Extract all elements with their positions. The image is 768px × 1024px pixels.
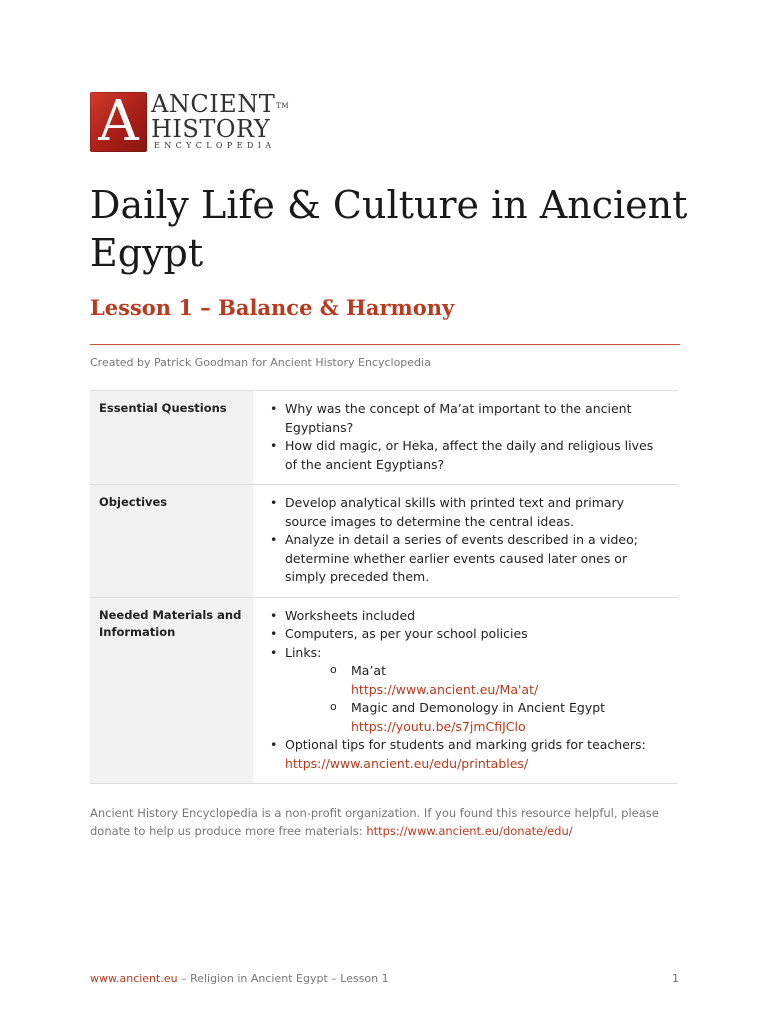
footer-text: – Religion in Ancient Egypt – Lesson 1 bbox=[177, 972, 389, 985]
table-row-objectives bbox=[90, 485, 678, 598]
page-number: 1 bbox=[672, 972, 679, 985]
link-magic-demonology-video[interactable]: https://youtu.be/s7jmCfiJClo bbox=[351, 718, 526, 734]
row-content-essential-questions bbox=[253, 391, 678, 484]
logo-badge bbox=[90, 89, 147, 154]
objectives-list bbox=[267, 494, 666, 587]
trademark-mark: TM bbox=[276, 102, 290, 110]
nonprofit-note-text: Ancient History Encyclopedia is a non-profit organization. If you found this resource helpful, please donate to help us produce more free materials: bbox=[90, 806, 659, 838]
list-item: • Why was the concept of Ma’at important to the ancient Egyptians? bbox=[267, 400, 666, 437]
donate-link[interactable]: https://www.ancient.eu/donate/edu/ bbox=[366, 824, 573, 838]
page-footer bbox=[90, 971, 389, 987]
list-item-links bbox=[267, 644, 666, 737]
footer-site-link[interactable]: www.ancient.eu bbox=[90, 972, 178, 985]
list-item-optional-tips bbox=[267, 736, 666, 773]
link-title-magic-demonology: Magic and Demonology in Ancient Egypt bbox=[351, 700, 606, 715]
essential-questions-list bbox=[267, 400, 666, 474]
row-label-essential-questions: Essential Questions bbox=[90, 391, 253, 484]
logo-line-encyclopedia: ENCYCLOPEDIA bbox=[154, 141, 276, 150]
list-item: • Develop analytical skills with printed text and primary source images to determine the central ideas. bbox=[267, 494, 666, 531]
materials-list bbox=[267, 607, 666, 774]
list-item: • Computers, as per your school policies bbox=[267, 625, 666, 644]
sublist-item-magic-demonology bbox=[330, 699, 666, 736]
row-label-materials: Needed Materials and Information bbox=[90, 598, 253, 784]
link-maat[interactable]: https://www.ancient.eu/Ma'at/ bbox=[351, 681, 539, 697]
author-credit: Created by Patrick Goodman for Ancient History Encyclopedia bbox=[90, 356, 431, 369]
sub-bullet: o bbox=[330, 700, 337, 713]
link-printables[interactable]: https://www.ancient.eu/edu/printables/ bbox=[285, 755, 529, 771]
list-item: • How did magic, or Heka, affect the daily and religious lives of the ancient Egyptians? bbox=[267, 437, 666, 474]
optional-tips-text: Optional tips for students and marking grids for teachers: bbox=[285, 737, 646, 752]
row-content-objectives bbox=[253, 485, 678, 597]
table-row-materials bbox=[90, 598, 678, 785]
links-sublist bbox=[285, 662, 666, 736]
list-item: • Worksheets included bbox=[267, 607, 666, 626]
lesson-subtitle: Lesson 1 – Balance & Harmony bbox=[90, 295, 455, 320]
sub-bullet: o bbox=[330, 663, 337, 676]
sublist-item-maat bbox=[330, 662, 666, 699]
logo-line-ancient: ANCIENT™ bbox=[151, 90, 290, 118]
ancient-history-encyclopedia-logo[interactable] bbox=[90, 91, 290, 153]
row-label-objectives: Objectives bbox=[90, 485, 253, 597]
list-item: • Analyze in detail a series of events described in a video; determine whether earlier events caused later ones or simply preceded them. bbox=[267, 531, 666, 587]
nonprofit-note bbox=[90, 804, 680, 840]
title-divider bbox=[90, 344, 680, 345]
logo-line-history: HISTORY bbox=[151, 115, 271, 143]
lesson-overview-table bbox=[90, 390, 678, 784]
links-label: Links: bbox=[285, 644, 322, 660]
link-title-maat: Ma’at bbox=[351, 663, 386, 678]
document-title: Daily Life & Culture in Ancient Egypt bbox=[90, 183, 688, 275]
table-row-essential-questions bbox=[90, 391, 678, 485]
logo-letter: A bbox=[98, 89, 139, 154]
row-content-materials bbox=[253, 598, 678, 784]
